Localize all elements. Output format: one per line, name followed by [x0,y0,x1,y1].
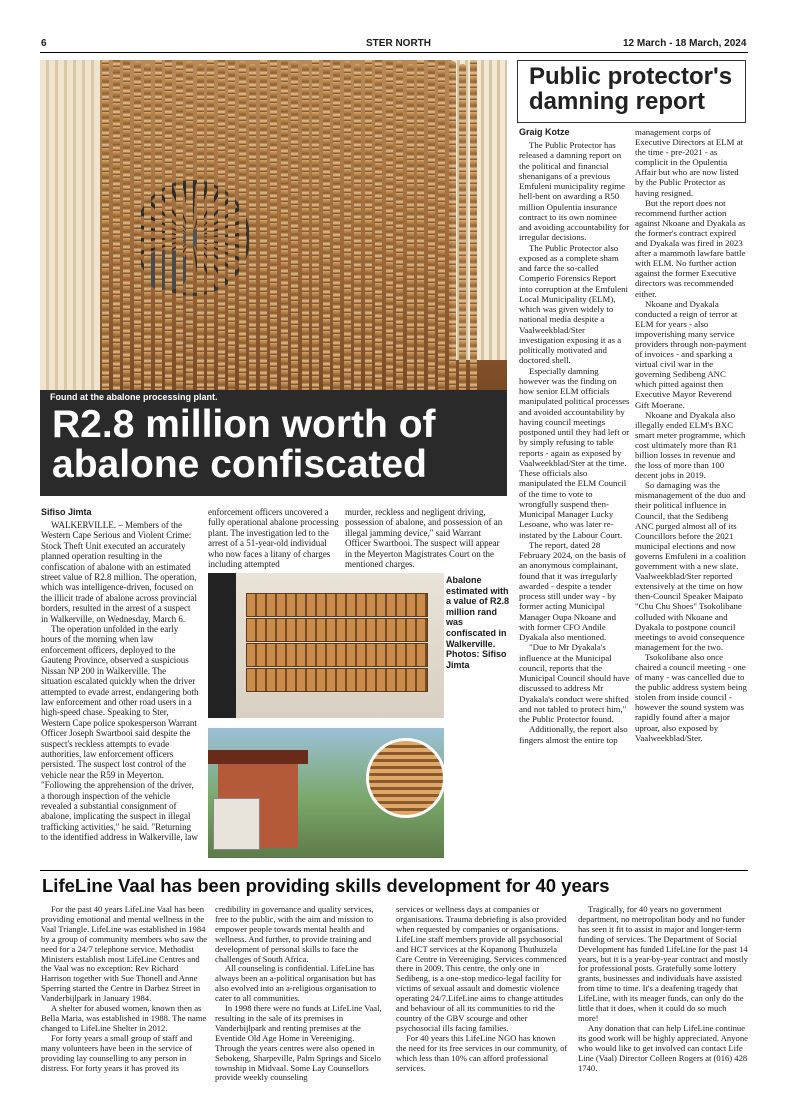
crate [246,593,428,617]
person-silhouette [208,573,236,718]
abalone-strand [102,60,109,390]
abalone-paragraph: enforcement officers uncovered a fully operational abalone processing plant. The investigation led to the arrest of a 51-year-old individual who now faces a litany of charges including attempted [208,507,339,570]
abalone-strand [323,60,330,390]
protector-paragraph: Especially damning however was the finding on how senior ELM officials manipulated political processes and avoided accountability by having council meetings postponed until they had left or by simply refusing to table reports - again as exposed by Vaalweekblad/Ster at the time. These officials also manipulated the ELM Council of the time to vote to wrongfully suspend then-Municipal Manager Lucky Lesoane, who was later re-instated by the Labour Court. [519,365,630,540]
abalone-headline: R2.8 million worth of abalone confiscated [52,403,436,486]
abalone-paragraph: The operation unfolded in the early hours of the morning when law enforcement officers, deployed to the Gauteng Province, observed a suspicious Nissan NP 200 in Walkerville. The situation escalated quickly when the driver attempted to evade arrest, endangering both law enforcement and other road users in a high-speed chase. Speaking to Ster, Western Cape police spokesperson Warrant Officer Joseph Swartbooi said despite the suspect's reckless attempts to evade authorities, law enforcement officers persisted. The suspect lost control of the vehicle near the R59 in Meyerton. "Following the apprehension of the driver, a thorough inspection of the vehicle revealed a substantial consignment of abalone, implicating the suspect in illegal trafficking activities," he said. "Returning to the identified address in Walkerville, law [41,624,199,843]
abalone-strand [438,60,445,390]
issue-date: 12 March - 18 March, 2024 [623,38,747,49]
abalone-paragraph: WALKERVILLE. – Members of the Western Cape Serious and Violent Crime: Stock Theft Unit executed an accurately planned operation resulting in the confiscation of abalone with an estimated street value of R2.8 million. The operation, which was intelligence-driven, focused on the illicit trade of abalone across provincial borders, resulted in the arrest of a suspect in Walkerville, on Wednesday, March 6. [41,520,197,624]
lifeline-paragraph: Any donation that can help LifeLine continue its good work will be highly appreciated. Anyone who would like to get involved can contact Life Line (Vaal) Director Colleen Rogers at (016) 428 1740. [578,1022,748,1073]
lifeline-column-2 [215,905,385,1083]
lifeline-paragraph: In 1998 there were no funds at LifeLine Vaal, resulting in the sale of its premises in Vanderbijlpark and renting premises at the Eventide Old Age Home in Vereeniging. Through the years centres were also opened in Sebokeng, Sharpeville, Palm Springs and Sicelo township in Midvaal. Some Lay Counsellors provide weekly counseling [215,1003,382,1083]
abalone-strand [428,60,435,390]
lifeline-paragraph: For 40 years this LifeLine NGO has known the need for its free services in our community, of which less than 10% can afford professional services. [396,1032,568,1073]
abalone-strand [449,61,456,390]
abalone-drying-photo [40,60,507,390]
abalone-strand [186,61,193,390]
abalone-strand [459,64,466,390]
abalone-column-1 [41,520,199,843]
crate [246,618,428,642]
protector-paragraph: "Due to Mr Dyakala's influence at the Municipal council, reports that the Municipal Council should have discussed to address Mr Dyakala's conduct were shifted and not tabled to protect him," the Public Protector found. [519,642,630,724]
house-roof [208,750,308,764]
protector-paragraph: Additionally, the report also fingers almost the entire top [519,724,628,745]
page-number: 6 [41,38,47,49]
abalone-strand [302,64,309,390]
abalone-strand [354,64,361,390]
protector-paragraph: management corps of Executive Directors at ELM at the time - pre-2021 - as complicit in the Opulentia Affair but who are now listed by the Public Protector as having resigned. [635,127,743,198]
lifeline-paragraph: For the past 40 years LifeLine Vaal has been providing emotional and mental wellness in the Vaal Triangle. LifeLine was established in 1984 by a group of community members who saw the need for a 24/7 telephone service. Methodist Ministers establish most LifeLine Centres and the Vaal was no exception: Rev Richard Harrison together with Sue Thonell and Anne Sperring started the Centre in Darbez Street in Vanderbijlpark in January 1984. [41,904,208,1004]
abalone-strand [375,60,382,390]
abalone-strand [249,64,256,390]
publication-name: STER NORTH [366,38,431,49]
lifeline-paragraph: All counseling is confidential. LifeLine has always been an a-political organisation but has also evolved into an a-religious organisation to cater to all communities. [215,963,377,1004]
lifeline-paragraph: credibility in governance and quality services, free to the public, with the aim and mission to empower people towards mental health and wellness. And further, to provide training and development of personal skills to face the challenges of South Africa. [215,904,374,964]
lifeline-paragraph: A shelter for abused women, known then as Bella Maria, was established in 1988. The name changed to LifeLine Shelter in 2012. [41,1003,207,1033]
protector-paragraph: The Public Protector also exposed as a complete sham and farce the so-called Comperio Forensics Report into corruption at the Emfuleni Local Municipality (ELM), which was given widely to national media despite a Vaalweekblad/Ster investigation exposing it as a politically motivated and doctored shell. [519,242,628,366]
abalone-strand [165,60,172,390]
abalone-strand [155,60,162,390]
abalone-strand [344,61,351,390]
abalone-strand [396,61,403,390]
abalone-strand [417,60,424,390]
abalone-byline: Sifiso Jimta [41,507,92,517]
protector-paragraph: The Public Protector has released a damning report on the political and financial shenanigans of a previous Emfuleni municipality regime hell-bent on awarding a R50 million Opulentia insurance contract to its own nominee and avoiding accountability for irregular decisions. [519,140,630,243]
abalone-crates-photo [208,573,444,718]
abalone-column-3 [345,507,508,569]
abalone-strand [239,61,246,390]
crates-photo-caption: Abalone estimated with a value of R2.8 million rand was confiscated in Walkerville. Photos: Sifiso Jimta [446,575,510,670]
lifeline-paragraph: For forty years a small group of staff and many volunteers have been in the service of providing lay counselling to any person in distress. For forty years it has proved its [41,1032,193,1073]
protector-paragraph: So damaging was the mismanagement of the duo and their political influence in Council, that the Sedibeng ANC purged almost all of its Councillors before the 2021 municipal elections and now governs Emfuleni in a coalition government with a new slate. Vaalweekblad/Ster reported extensively at the time on how then-Council Speaker Maipato "Chu Chu Shoes" Tsokolibane colluded with Nkoane and Dyakala to postpone council meetings to avoid consequence management for the two. [635,480,746,652]
abalone-strand [291,61,298,390]
protector-paragraph: Tsokolibane also once chaired a council meeting - one of many - was cancelled due to the public address system being stolen from inside council - however the sound system was rapidly found after a major uproar, also exposed by Vaalweekblad/Ster. [635,651,747,743]
abalone-strand [113,60,120,390]
header-rule [40,52,748,53]
abalone-strand [176,60,183,390]
lifeline-column-3 [396,905,568,1073]
abalone-strand [207,60,214,390]
abalone-strand [218,60,225,390]
abalone-strand [470,60,477,390]
abalone-strand [197,64,204,390]
lifeline-column-4 [578,905,748,1073]
protector-headline: Public protector's damning report [529,63,733,115]
trailer [213,798,260,850]
abalone-strand [365,60,372,390]
abalone-column-2 [208,507,340,569]
abalone-paragraph: murder, reckless and negligent driving, possession of abalone, and possession of an illegal jamming device," said Warrant Officer Swartbooi. The suspect will appear in the Meyerton Magistrates Court on the mentioned charges. [345,507,503,570]
protector-column-2 [635,127,747,743]
abalone-strand [270,60,277,390]
abalone-inset-photo [366,738,444,818]
protector-byline: Graig Kotze [519,127,570,137]
abalone-strand [260,60,267,390]
abalone-strand [144,64,151,390]
lifeline-paragraph: Tragically, for 40 years no government department, no metropolitan body and no funder has seen it fit to assist in major and longer-term funding of services. The Department of Social Development has funded LifeLine for the past 14 years, but it is a year-by-year contract and mostly for professional posts. Gratefully some lottery grants, businesses and individuals have assisted from time to time. It's a deafening tragedy that LifeLine, with its meager funds, can only do the little that it does, when it could do so much more! [578,904,748,1023]
protector-paragraph: The report, dated 28 February 2024, on the basis of an anonymous complainant, found that it was irregularly awarded - despite a tender process still under way - by former acting Municipal Manager Oupa Nkoane and with former CFO Andile Dyakala also mentioned. [519,539,627,642]
abalone-strand [123,60,130,390]
curtain-left [40,60,100,390]
abalone-strand [333,60,340,390]
abalone-strand [312,60,319,390]
protector-paragraph: Nkoane and Dyakala conducted a reign of terror at ELM for years - also impoverishing many service providers through non-payment of invoices - and sparking a virtual civil war in the governing Sedibeng ANC which pitted against then Executive Mayor Reverend Gift Moerane. [635,298,747,410]
section-rule [40,870,748,871]
lifeline-headline: LifeLine Vaal has been providing skills development for 40 years [42,875,610,896]
crate [246,643,428,667]
abalone-strand [386,60,393,390]
crate [246,668,428,692]
hero-photo-caption: Found at the abalone processing plant. [50,392,218,402]
lifeline-paragraph: services or wellness days at companies or organisations. Trauma debriefing is also provided when requested by companies or organisations. LifeLine staff members provide all psychosocial and HCT services at the Kopanong Thuthuzela Care Centre in Vereeniging. Services commenced there in 2009. This centre, the only one in Sedibeng, is a one-stop medico-legal facility for victims of sexual assault and domestic violence operating 24/7.LifeLine aims to change attitudes and behaviour of all its communities to rid the country of the GBV scourge and other psychosocial ills facing families. [396,904,567,1033]
protector-paragraph: But the report does not recommend further action against Nkoane and Dyakala as the former's contract expired and Dyakala was fired in 2023 after a mammoth lawfare battle with ELM. No further action against the former Executive directors was recommended either. [635,197,746,299]
abalone-strand [407,64,414,390]
lifeline-column-1 [41,905,209,1073]
walkerville-property-photo [208,728,444,858]
protector-column-1 [519,140,631,745]
abalone-strand [281,60,288,390]
abalone-strand [228,60,235,390]
abalone-strand [134,61,141,390]
protector-paragraph: Nkoane and Dyakala also illegally ended ELM's BXC smart meter programme, which cost ultimately more than R1 billion losses in revenue and the loss of more than 100 decent jobs in 2019. [635,409,746,481]
